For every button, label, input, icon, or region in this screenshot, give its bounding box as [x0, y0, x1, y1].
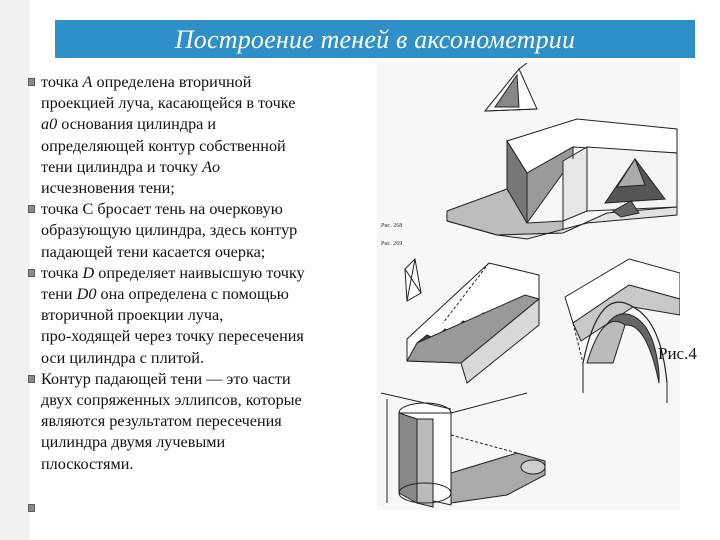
bullet-text-line [41, 305, 373, 326]
bullet-text-segment: A [82, 73, 93, 91]
bullet-text-line [41, 390, 373, 411]
fig-label-269: Рис. 269 [381, 241, 403, 247]
bullet-text-line [41, 199, 373, 220]
bullet-item [28, 369, 373, 475]
bullet-text-segment: определяющей контур собственной [41, 136, 286, 155]
bullet-text-segment: она определена с помощью [96, 285, 289, 304]
bullet-item [28, 199, 373, 263]
bullet-item [28, 263, 373, 369]
bullet-text-segment: являются результатом пересечения [41, 412, 282, 431]
bullet-text-line [41, 178, 373, 199]
bullet-text-line [41, 432, 373, 453]
bullet-text-segment: a0 [41, 115, 58, 134]
bullet-text-line [41, 284, 373, 305]
bullet-text-line [41, 220, 373, 241]
arch-shadow-diagram [565, 259, 680, 403]
bullet-text-segment: D0 [76, 285, 97, 304]
bullet-text-segment: точка [41, 73, 83, 91]
block-shadow-diagram [447, 119, 677, 239]
bullet-item [28, 72, 373, 199]
bullet-text-segment: точка [41, 263, 83, 282]
bullet-text-line [41, 242, 373, 263]
bullet-marker-icon [28, 205, 35, 213]
bullet-text-segment: точка С бросает тень на очерковую [41, 200, 283, 219]
bullet-text-line [41, 93, 373, 114]
bullet-text-line [41, 348, 373, 369]
bullet-text-segment: проекцией луча, касающейся в точке [41, 94, 296, 113]
stair-shadow-diagram [405, 259, 539, 383]
bullet-text-segment: про-ходящей через точку пересечения [41, 327, 304, 346]
bullet-text-segment: цилиндра двумя лучевыми [41, 433, 226, 452]
bullet-marker-icon [28, 78, 35, 86]
bullet-text-line [41, 369, 373, 390]
figure-drawing [377, 63, 680, 510]
title-banner [55, 20, 695, 58]
bullet-text-segment: оси цилиндра с плитой. [41, 348, 204, 367]
bullet-marker-icon [28, 269, 35, 277]
bullet-text-segment: тени цилиндра и точку [41, 157, 203, 176]
bullet-marker-icon [28, 375, 35, 383]
bullet-text-segment: Контур падающей тени — это части [41, 369, 291, 388]
ray-triangle-diagram [485, 63, 537, 111]
bullet-text-line [41, 326, 373, 347]
bullet-marker-icon [28, 504, 35, 512]
bullet-text-segment: вторичной проекции луча, [41, 306, 224, 325]
bullet-text-segment: основания цилиндра и [57, 115, 217, 134]
bullet-text-segment: падающей тени касается очерка; [41, 242, 266, 261]
bullet-text-line [41, 114, 373, 135]
bullet-text-segment: Ao [202, 157, 221, 176]
bullet-text-line [41, 157, 373, 178]
bullet-text-segment: плоскостями. [41, 454, 134, 473]
bullet-text-segment: определяет наивысшую точку [94, 263, 305, 282]
figure-caption: Рис.4 [658, 344, 697, 363]
bullet-text-segment: образующую цилиндра, здесь контур [41, 221, 298, 240]
bullet-text-line [41, 72, 373, 93]
bullet-text-segment: двух сопряженных эллипсов, которые [41, 391, 302, 410]
cylinder-shadow-diagram [381, 393, 545, 507]
bullet-text-line [41, 263, 373, 284]
bullet-text-segment: исчезновения тени; [41, 179, 175, 198]
fig-label-268: Рис. 268 [381, 223, 403, 229]
axonometric-figure [377, 63, 680, 510]
bullet-text-segment: определена вторичной [92, 73, 252, 91]
left-margin-bar [0, 0, 30, 540]
slide-title: Построение теней в аксонометрии [174, 25, 576, 54]
bullet-text-line [41, 136, 373, 157]
bullet-list [28, 72, 373, 475]
bullet-text-segment: тени [41, 285, 77, 304]
bullet-text-line [41, 454, 373, 475]
bullet-text-line [41, 411, 373, 432]
bullet-text-segment: D [82, 263, 95, 282]
